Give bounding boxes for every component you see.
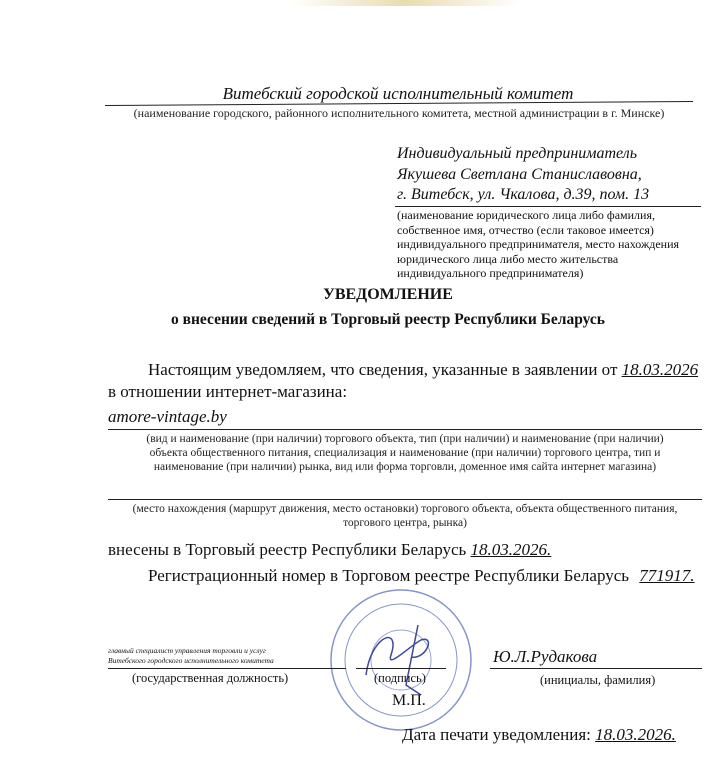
name-caption: (инициалы, фамилия)	[540, 673, 656, 687]
caption-line: (место нахождения (маршрут движения, место остановки) торгового объекта, объекта общественного питания,	[132, 503, 678, 515]
position-line: главный специалист управления торговли и услуг	[108, 646, 266, 655]
caption-line: наименование (при наличии) рынка, вид или форма торговли, доменное имя сайта интернет магазина)	[153, 461, 657, 473]
caption-line: объекта общественного питания, специализация и наименование (при наличии) торгового центра, тип и	[149, 447, 661, 459]
body-line-2: в отношении интернет-магазина:	[108, 382, 348, 401]
divider	[108, 499, 702, 500]
body-text: внесены в Торговый реестр Республики Беларусь	[108, 540, 467, 559]
recipient-line: г. Витебск, ул. Чкалова, д.39, пом. 13	[397, 186, 650, 203]
position-caption: (государственная должность)	[132, 671, 289, 685]
page-title: УВЕДОМЛЕНИЕ	[323, 286, 453, 303]
seal-label: М.П.	[392, 692, 426, 709]
signature-line	[356, 668, 446, 669]
official-stamp	[326, 585, 476, 735]
divider	[108, 429, 702, 430]
recipient-line: Индивидуальный предприниматель	[397, 145, 638, 162]
body-text: Регистрационный номер в Торговом реестре Республики Беларусь	[148, 566, 630, 585]
entered-line	[108, 540, 551, 560]
caption-line: торгового центра, рынка)	[343, 517, 467, 529]
divider	[490, 668, 702, 669]
body-line-1	[148, 360, 698, 380]
sign-caption: (подпись)	[374, 671, 426, 685]
divider	[108, 668, 346, 669]
caption-line: (вид и наименование (при наличии) торгового объекта, тип (при наличии) и наименование (при наличии)	[146, 433, 664, 445]
reg-number: 771917.	[639, 566, 695, 585]
authority-caption: (наименование городского, районного исполнительного комитета, местной администрации в г. Минске)	[133, 106, 665, 120]
position	[108, 646, 274, 666]
caption-line: (наименование юридического лица либо фамилия,	[397, 208, 655, 222]
scan-artifact	[290, 0, 520, 6]
trade-object: amore-vintage.by	[108, 407, 227, 426]
reg-line	[148, 566, 695, 586]
recipient-line: Якушева Светлана Станиславовна,	[397, 165, 642, 183]
authority-name: Витебский городской исполнительный комитет	[222, 84, 574, 103]
object-caption	[108, 432, 702, 474]
caption-line: собственное имя, отчество (если таковое имеется)	[397, 222, 654, 237]
caption-line: индивидуального предпринимателя, место нахождения	[397, 237, 680, 251]
print-date-value: 18.03.2026.	[595, 725, 676, 744]
recipient-caption	[397, 208, 679, 281]
body-text: Настоящим уведомляем, что сведения, указанные в заявлении от	[148, 360, 618, 379]
position-line: Витебского городского исполнительного комитета	[108, 656, 274, 665]
caption-line: индивидуального предпринимателя)	[397, 266, 584, 280]
recipient	[397, 144, 649, 206]
print-date	[402, 725, 676, 745]
caption-line: юридического лица либо место жительства	[397, 251, 619, 266]
divider	[395, 206, 701, 207]
print-date-label: Дата печати уведомления:	[402, 725, 591, 744]
entered-date: 18.03.2026.	[470, 540, 552, 559]
page-subtitle: о внесении сведений в Торговый реестр Республики Беларусь	[171, 311, 605, 328]
signer-name: Ю.Л.Рудакова	[493, 647, 598, 666]
location-caption	[108, 502, 702, 530]
application-date: 18.03.2026	[621, 360, 699, 379]
